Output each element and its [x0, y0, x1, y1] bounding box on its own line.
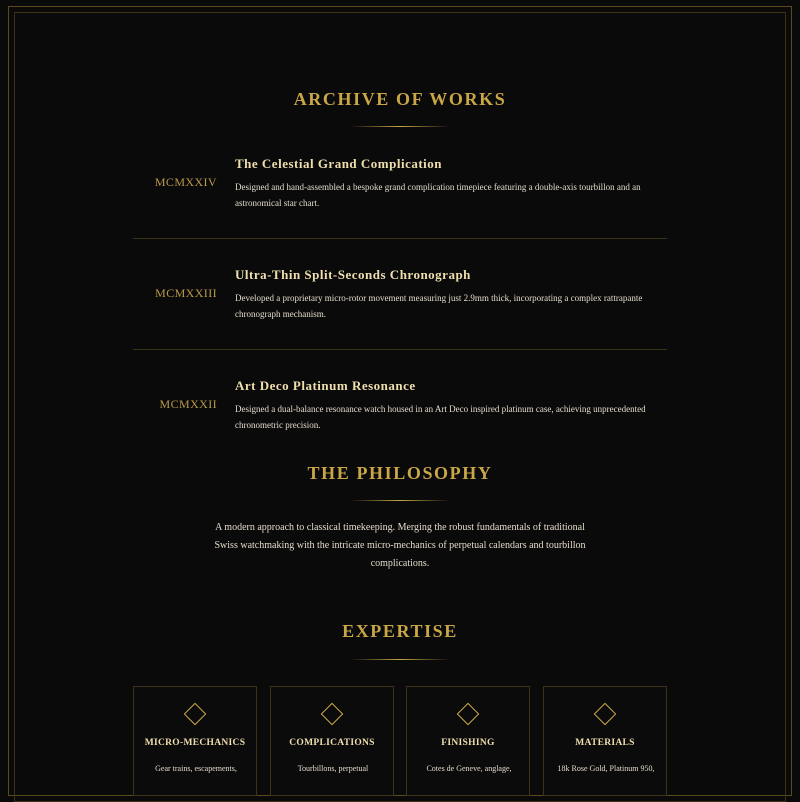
work-description: Developed a proprietary micro-rotor movement measuring just 2.9mm thick, incorporating a complex rattrapante chronograph mechanism. — [235, 293, 643, 319]
work-description: Designed a dual-balance resonance watch housed in an Art Deco inspired platinum case, achieving unprecedented chronometric precision. — [235, 404, 646, 430]
philosophy-text: A modern approach to classical timekeeping. Merging the robust fundamentals of traditional Swiss watchmaking with the intricate micro-mechanics of perpetual calendars and tourbillon complications. — [214, 522, 586, 569]
expertise-card-description: Gear trains, escapements, — [155, 764, 237, 773]
expertise-card-title: FINISHING — [441, 738, 495, 748]
expertise-card-title: MICRO-MECHANICS — [144, 738, 246, 748]
expertise-card-title: COMPLICATIONS — [289, 738, 375, 748]
diamond-icon — [184, 703, 207, 726]
expertise-card-finishing — [406, 686, 530, 796]
archive-title-rule — [350, 126, 450, 127]
expertise-card-complications — [270, 686, 394, 796]
diamond-icon — [594, 703, 617, 726]
work-item — [133, 128, 667, 239]
archive-section-title: ARCHIVE OF WORKS — [293, 89, 507, 109]
work-year: MCMXXIV — [154, 175, 217, 189]
work-name: Art Deco Platinum Resonance — [235, 378, 416, 393]
work-name: Ultra-Thin Split-Seconds Chronograph — [235, 267, 471, 282]
work-name: The Celestial Grand Complication — [235, 156, 443, 171]
expertise-card-description: Tourbillons, perpetual — [297, 764, 369, 773]
expertise-card-materials — [543, 686, 667, 796]
philosophy-section-title: THE PHILOSOPHY — [307, 463, 493, 483]
work-year: MCMXXII — [159, 397, 217, 411]
work-item — [133, 239, 667, 350]
philosophy-title-rule — [350, 500, 450, 501]
diamond-icon — [457, 703, 480, 726]
expertise-section-title: EXPERTISE — [342, 621, 458, 641]
diamond-icon — [321, 703, 344, 726]
expertise-card-description: 18k Rose Gold, Platinum 950, — [557, 764, 655, 773]
work-item — [133, 350, 667, 461]
expertise-card-title: MATERIALS — [575, 738, 635, 748]
expertise-card-micro-mechanics — [133, 686, 257, 796]
work-description: Designed and hand-assembled a bespoke grand complication timepiece featuring a double-axis tourbillon and an astronomical star chart. — [235, 182, 641, 208]
work-year: MCMXXIII — [155, 286, 217, 300]
expertise-title-rule — [350, 659, 450, 660]
expertise-card-description: Cotes de Geneve, anglage, — [426, 764, 512, 773]
